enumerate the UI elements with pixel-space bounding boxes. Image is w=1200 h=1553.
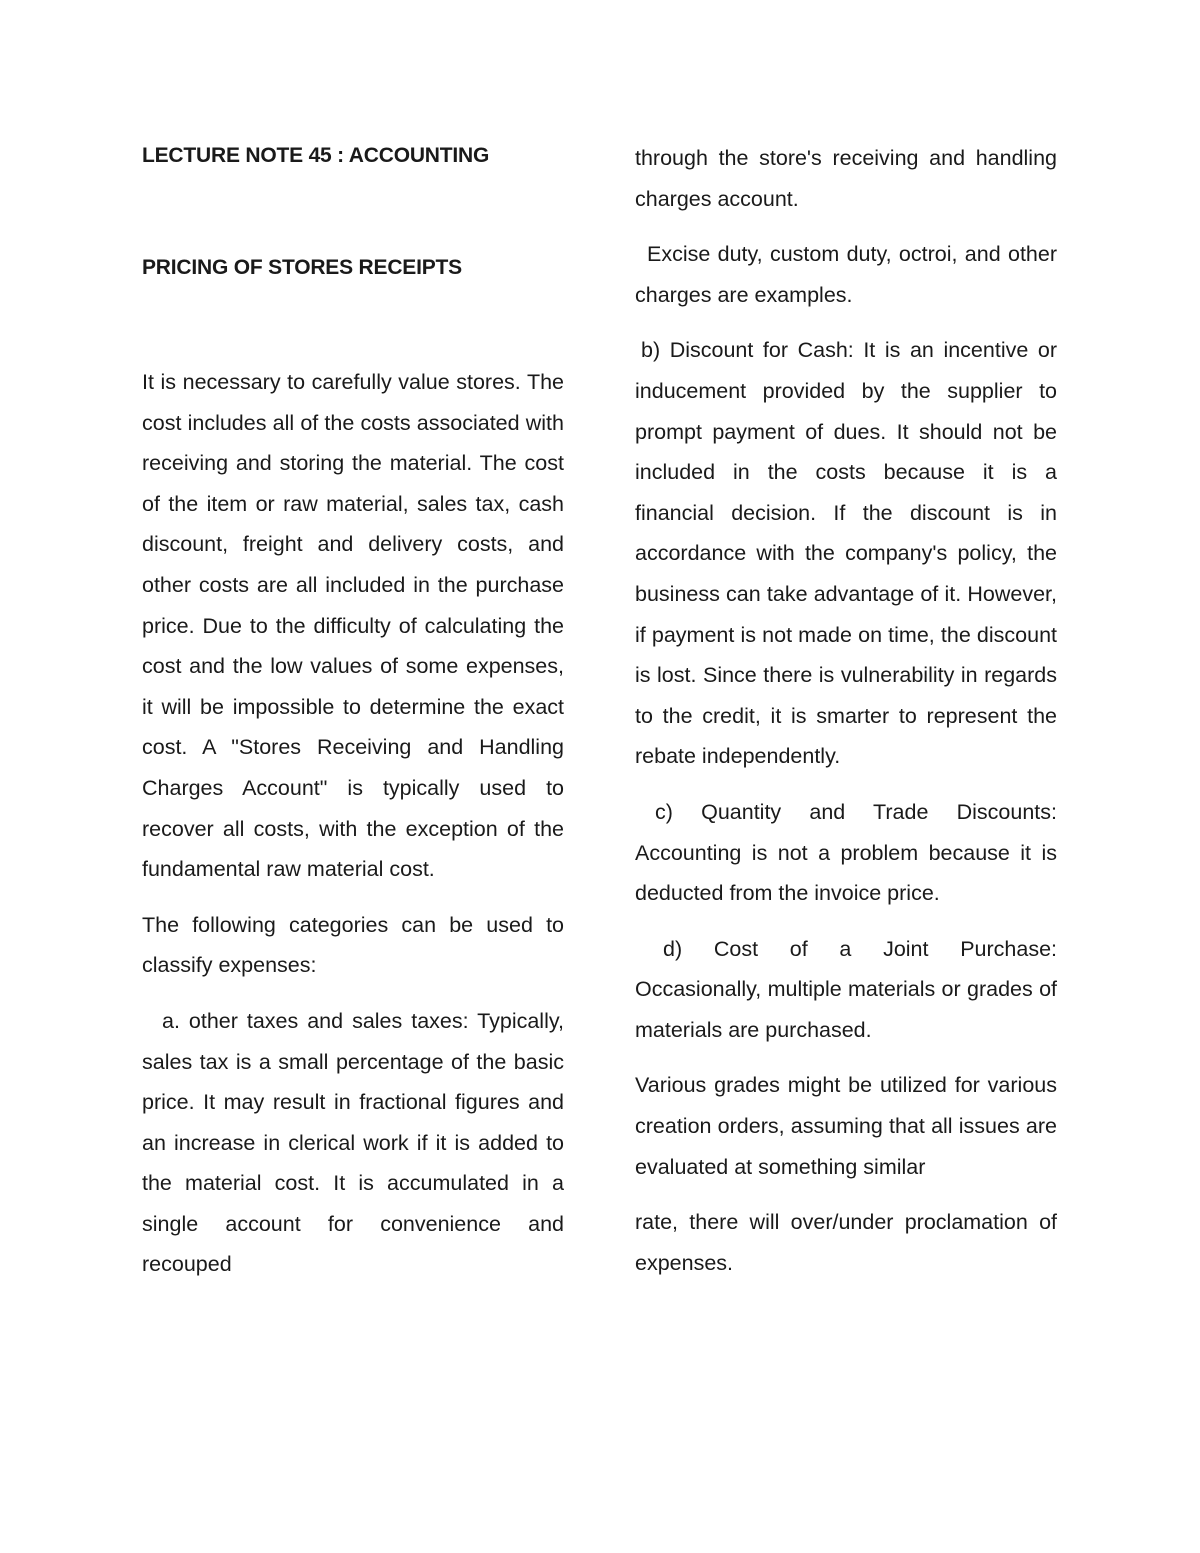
item-d-paragraph: d) Cost of a Joint Purchase: Occasionally, multiple materials or grades of materials are purchased. — [635, 936, 1057, 1042]
item-b-paragraph: b) Discount for Cash: It is an incentive or inducement provided by the supplier to prompt payment of dues. It should not be included in the costs because it is a financial decision. If the discount is in accordance with the company's policy, the business can take advantage of it. However, if payment is not made on time, the discount is lost. Since there is vulnerability in regards to the credit, it is smarter to represent the rebate independently. — [635, 338, 1057, 769]
section-heading: PRICING OF STORES RECEIPTS — [142, 256, 462, 279]
categories-intro-paragraph: The following categories can be used to classify expenses: — [142, 912, 564, 978]
intro-paragraph: It is necessary to carefully value stores. The cost includes all of the costs associated with receiving and storing the material. The cost of the item or raw material, sales tax, cash discount, freight and delivery costs, and other costs are all included in the purchase price. Due to the difficulty of calculating the cost and the low values of some expenses, it will be impossible to determine the exact cost. A "Stores Receiving and Handling Charges Account" is typically used to recover all costs, with the exception of the fundamental raw material cost. — [142, 370, 564, 882]
various-grades-paragraph: Various grades might be utilized for various creation orders, assuming that all issues are evaluated at something similar — [635, 1073, 1057, 1179]
rate-paragraph: rate, there will over/under proclamation of expenses. — [635, 1210, 1057, 1275]
page-title: LECTURE NOTE 45 : ACCOUNTING — [142, 144, 490, 167]
excise-examples-paragraph: Excise duty, custom duty, octroi, and other charges are examples. — [635, 242, 1057, 307]
left-column — [142, 138, 564, 1300]
item-a-continued-paragraph: through the store's receiving and handling charges account. — [635, 146, 1057, 211]
right-column — [635, 138, 1057, 1298]
item-c-paragraph: c) Quantity and Trade Discounts: Accounting is not a problem because it is deducted from the invoice price. — [635, 799, 1057, 906]
item-a-paragraph: a. other taxes and sales taxes: Typically, sales tax is a small percentage of the basic price. It may result in fractional figures and an increase in clerical work if it is added to the material cost. It is accumulated in a single account for convenience and recouped — [142, 1008, 564, 1277]
